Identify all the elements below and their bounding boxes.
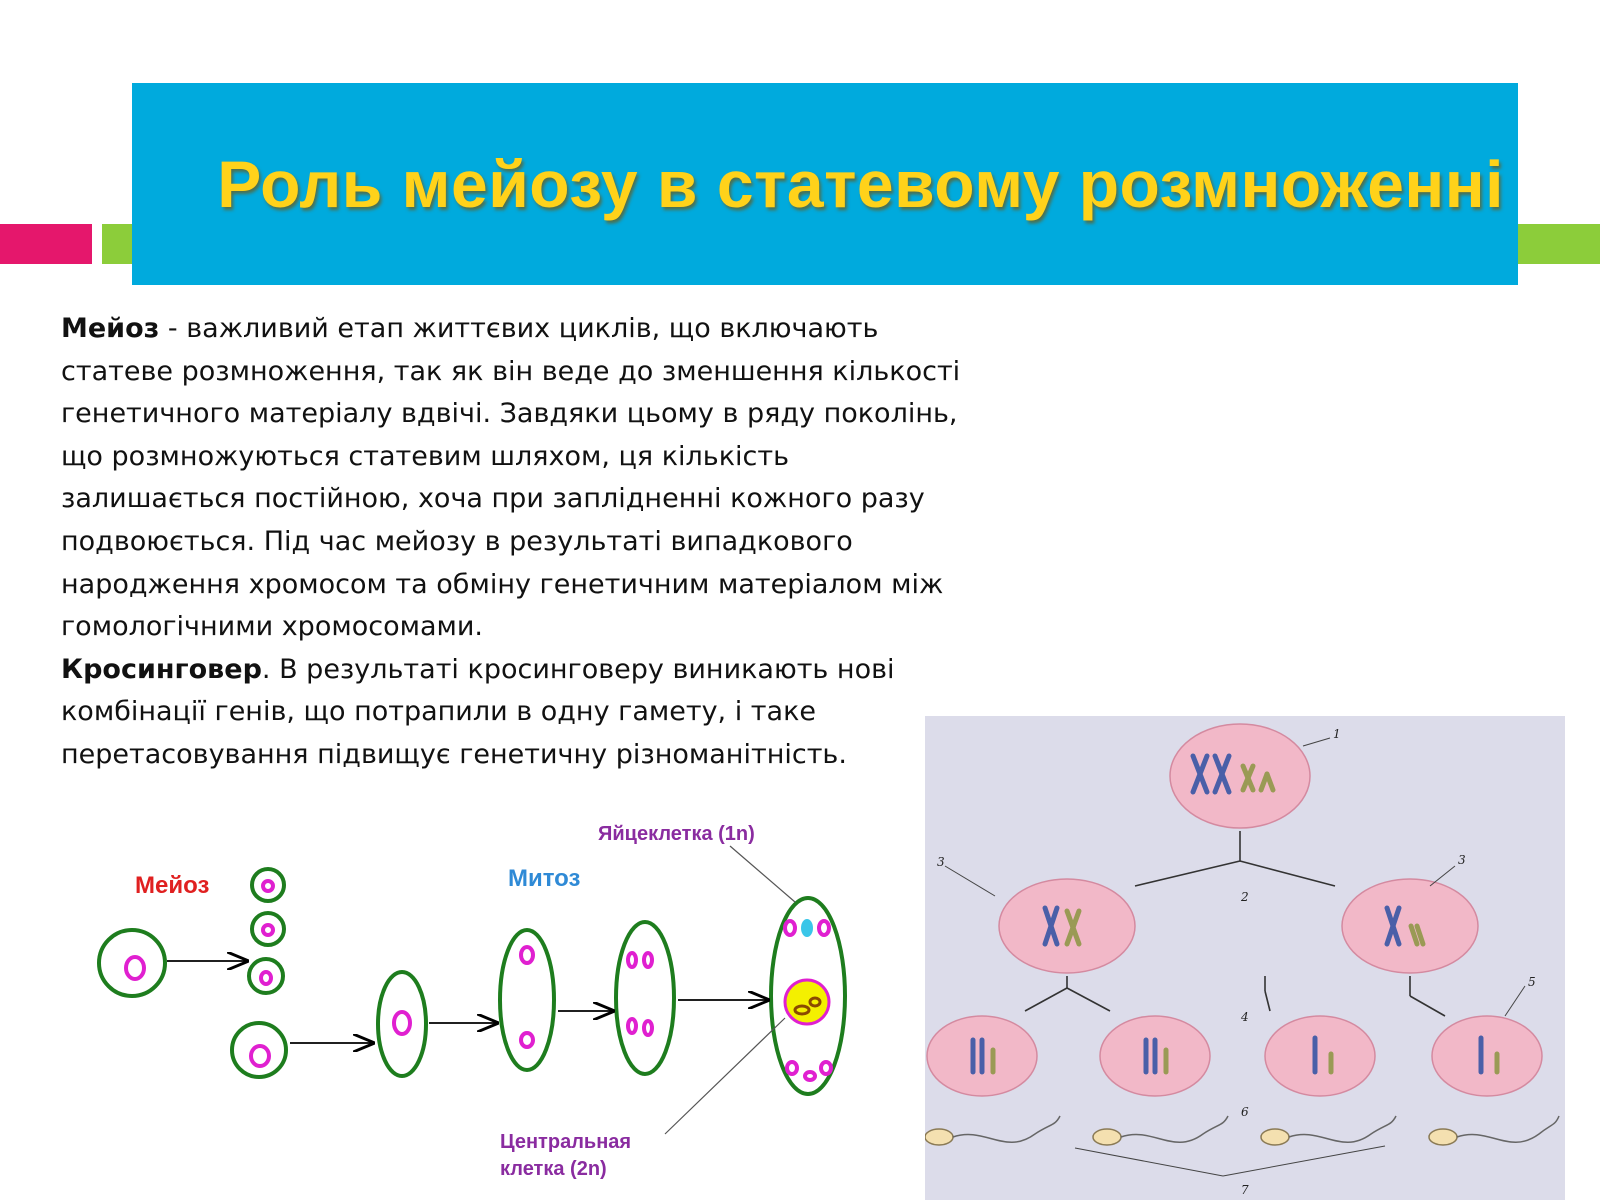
meiosis-scheme-diagram (925, 716, 1565, 1200)
arrows (167, 961, 768, 1043)
mitosis-label: Митоз (508, 865, 581, 892)
egg-cell-label: Яйцеклетка (1n) (598, 823, 755, 845)
egg-nucleus (801, 919, 813, 937)
term-crossing-over: Кросинговер (61, 653, 262, 685)
number-3-left: 3 (937, 855, 945, 869)
number-4: 4 (1241, 1010, 1249, 1024)
central-cell-nucleus (785, 980, 829, 1024)
paragraph-part-2: . В результаті кросинговеру виникають нові комбінації генів, що потрапили в одну гамету, і таке перетасовування підвищує генетичну різноманітність. (61, 653, 895, 770)
number-7: 7 (1241, 1183, 1249, 1197)
number-6: 6 (1241, 1105, 1249, 1119)
body-paragraph (61, 308, 961, 777)
decor-bar-pink (0, 224, 92, 264)
meiosis-mitosis-diagram (80, 818, 870, 1188)
slide-title: Роль мейозу в статевому розмноженні (217, 147, 1504, 221)
number-1: 1 (1333, 727, 1341, 741)
mitosis-cells (378, 898, 845, 1094)
number-2: 2 (1241, 890, 1249, 904)
number-5: 5 (1528, 975, 1536, 989)
central-cell-label-line2: клетка (2n) (500, 1158, 607, 1180)
number-3-right: 3 (1458, 853, 1466, 867)
meiosis-label: Мейоз (135, 872, 210, 899)
decor-bar-green-right (1516, 224, 1600, 264)
paragraph-part-1: - важливий етап життєвих циклів, що включають статеве розмноження, так як він веде до зменшення кількості генетичного матеріалу вдвічі. Завдяки цьому в ряду поколінь, що розмножуються статевим шляхом, ця кількість залишається постійною, хоча при заплідненні кожного разу подвоюється. Під час мейозу в результаті випадкового народження хромосом та обміну генетичним матеріалом між гомологічними хромосомами. (61, 313, 961, 643)
label-pointers (665, 846, 795, 1134)
title-banner (132, 83, 1518, 285)
term-meiosis: Мейоз (61, 313, 160, 344)
central-cell-label-line1: Центральная (500, 1131, 632, 1153)
